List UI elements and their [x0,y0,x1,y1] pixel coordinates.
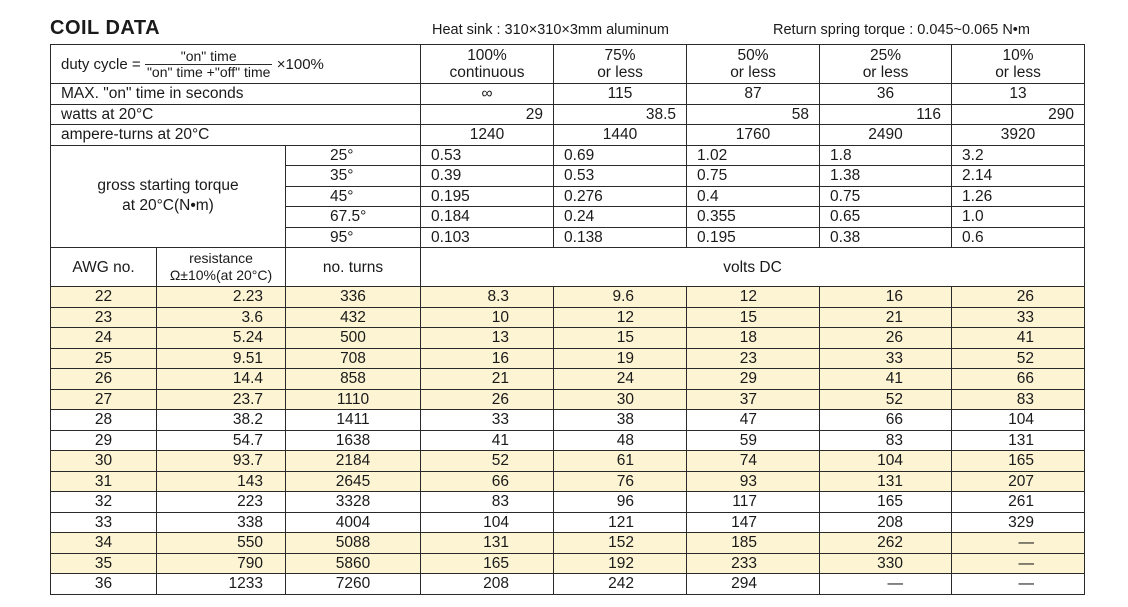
awg-row [51,410,1085,431]
volts-value: — [820,574,952,595]
column-header [421,45,554,84]
summary-value: ∞ [421,84,554,105]
volts-value: 47 [687,410,820,431]
volts-value: 21 [820,307,952,328]
summary-value: 87 [687,84,820,105]
torque-value: 0.24 [554,207,687,228]
volts-value: 8.3 [421,287,554,308]
page-title: COIL DATA [50,17,161,39]
volts-value: 104 [952,410,1085,431]
awg-row [51,533,1085,554]
volts-value: 12 [687,287,820,308]
resistance-value: 5.24 [157,328,286,349]
awg-row [51,328,1085,349]
awg-number: 23 [51,307,157,328]
resistance-value: 93.7 [157,451,286,472]
torque-angle: 95° [286,227,421,248]
volts-value: 52 [421,451,554,472]
awg-header-row [51,248,1085,287]
resistance-value: 338 [157,512,286,533]
volts-value: 19 [554,348,687,369]
torque-value: 1.8 [820,145,952,166]
volts-value: 15 [554,328,687,349]
awg-row [51,553,1085,574]
summary-value: 115 [554,84,687,105]
torque-value: 1.0 [952,207,1085,228]
volts-value: 104 [820,451,952,472]
torque-angle: 35° [286,166,421,187]
awg-row [51,451,1085,472]
heat-sink-note: Heat sink : 310×310×3mm aluminum [432,22,669,38]
torque-value: 1.26 [952,186,1085,207]
awg-number: 27 [51,389,157,410]
turns-value: 1411 [286,410,421,431]
volts-value: — [952,553,1085,574]
awg-number: 31 [51,471,157,492]
torque-value: 1.02 [687,145,820,166]
awg-row [51,287,1085,308]
volts-value: 131 [421,533,554,554]
volts-value: 330 [820,553,952,574]
awg-number: 35 [51,553,157,574]
summary-value: 36 [820,84,952,105]
volts-value: 242 [554,574,687,595]
torque-value: 0.65 [820,207,952,228]
torque-value: 0.184 [421,207,554,228]
volts-value: 38 [554,410,687,431]
resistance-value: 1233 [157,574,286,595]
column-header-line1: 10% [1002,47,1034,64]
volts-value: 131 [820,471,952,492]
resistance-value: 550 [157,533,286,554]
volts-value: 41 [820,369,952,390]
awg-row [51,574,1085,595]
awg-number: 25 [51,348,157,369]
awg-number: 26 [51,369,157,390]
volts-value: 15 [687,307,820,328]
volts-value: — [952,533,1085,554]
resistance-value: 790 [157,553,286,574]
volts-value: 233 [687,553,820,574]
awg-row [51,307,1085,328]
awg-number: 22 [51,287,157,308]
resistance-value: 9.51 [157,348,286,369]
torque-value: 0.38 [820,227,952,248]
torque-value: 0.103 [421,227,554,248]
summary-row-label: ampere-turns at 20°C [51,125,421,146]
awg-number: 32 [51,492,157,513]
column-header [820,45,952,84]
turns-value: 1638 [286,430,421,451]
column-header [554,45,687,84]
duty-cycle-numerator: "on" time [145,49,273,65]
duty-cycle-header-row [51,45,1085,84]
volts-value: 48 [554,430,687,451]
summary-row-label: MAX. "on" time in seconds [51,84,421,105]
turns-header: no. turns [286,248,421,287]
volts-value: 152 [554,533,687,554]
torque-label [51,145,286,248]
volts-value: 165 [952,451,1085,472]
volts-value: 16 [421,348,554,369]
volts-value: 16 [820,287,952,308]
turns-value: 858 [286,369,421,390]
torque-value: 0.39 [421,166,554,187]
volts-value: 261 [952,492,1085,513]
volts-value: 104 [421,512,554,533]
resistance-value: 54.7 [157,430,286,451]
awg-row [51,492,1085,513]
duty-cycle-suffix: ×100% [276,55,324,73]
volts-value: 61 [554,451,687,472]
torque-row [51,145,1085,166]
torque-value: 2.14 [952,166,1085,187]
resistance-value: 223 [157,492,286,513]
awg-row [51,430,1085,451]
volts-value: 41 [952,328,1085,349]
volts-value: 33 [952,307,1085,328]
volts-value: 21 [421,369,554,390]
duty-cycle-fraction [145,49,273,80]
volts-value: 208 [421,574,554,595]
torque-value: 0.53 [421,145,554,166]
volts-value: — [952,574,1085,595]
awg-number: 30 [51,451,157,472]
volts-value: 185 [687,533,820,554]
torque-value: 0.69 [554,145,687,166]
resistance-value: 3.6 [157,307,286,328]
resistance-value: 14.4 [157,369,286,390]
turns-value: 4004 [286,512,421,533]
awg-row [51,512,1085,533]
volts-value: 165 [820,492,952,513]
volts-dc-header: volts DC [421,248,1085,287]
volts-value: 59 [687,430,820,451]
torque-value: 0.138 [554,227,687,248]
torque-value: 3.2 [952,145,1085,166]
volts-value: 207 [952,471,1085,492]
turns-value: 2645 [286,471,421,492]
awg-header: AWG no. [51,248,157,287]
volts-value: 23 [687,348,820,369]
resistance-value: 23.7 [157,389,286,410]
coil-data-table [50,44,1085,595]
column-header-line2: or less [862,64,909,81]
column-header-line1: 100% [467,47,507,64]
resistance-value: 143 [157,471,286,492]
summary-value: 58 [687,104,820,125]
awg-number: 36 [51,574,157,595]
volts-value: 52 [952,348,1085,369]
awg-number: 24 [51,328,157,349]
volts-value: 29 [687,369,820,390]
torque-value: 0.195 [687,227,820,248]
volts-value: 33 [421,410,554,431]
column-header-line1: 25% [870,47,902,64]
torque-value: 0.75 [820,186,952,207]
volts-value: 30 [554,389,687,410]
torque-value: 1.38 [820,166,952,187]
summary-row [51,84,1085,105]
volts-value: 96 [554,492,687,513]
column-header [952,45,1085,84]
volts-value: 12 [554,307,687,328]
resistance-header [157,248,286,287]
awg-row [51,369,1085,390]
column-header-line2: or less [597,64,643,81]
volts-value: 13 [421,328,554,349]
volts-value: 83 [952,389,1085,410]
volts-value: 93 [687,471,820,492]
column-header-line2: continuous [449,64,525,81]
volts-value: 262 [820,533,952,554]
turns-value: 5088 [286,533,421,554]
volts-value: 66 [952,369,1085,390]
volts-value: 66 [820,410,952,431]
resistance-header-line2: Ω±10%(at 20°C) [169,267,273,283]
turns-value: 5860 [286,553,421,574]
awg-number: 34 [51,533,157,554]
awg-number: 28 [51,410,157,431]
summary-value: 29 [421,104,554,125]
summary-value: 1760 [687,125,820,146]
torque-value: 0.6 [952,227,1085,248]
summary-value: 290 [952,104,1085,125]
volts-value: 24 [554,369,687,390]
column-header-line2: or less [995,64,1041,81]
volts-value: 329 [952,512,1085,533]
torque-angle: 67.5° [286,207,421,228]
resistance-value: 2.23 [157,287,286,308]
torque-label-line1: gross starting torque [97,177,239,195]
column-header [687,45,820,84]
resistance-value: 38.2 [157,410,286,431]
turns-value: 432 [286,307,421,328]
volts-value: 26 [952,287,1085,308]
summary-row-label: watts at 20°C [51,104,421,125]
duty-cycle-denominator: "on" time +"off" time [146,63,271,80]
torque-value: 0.355 [687,207,820,228]
awg-row [51,471,1085,492]
volts-value: 294 [687,574,820,595]
column-header-line2: or less [730,64,776,81]
column-header-line1: 50% [737,47,769,64]
return-spring-note: Return spring torque : 0.045~0.065 N•m [773,22,1030,38]
volts-value: 74 [687,451,820,472]
torque-angle: 45° [286,186,421,207]
torque-label-line2: at 20°C(N•m) [122,197,214,215]
awg-row [51,348,1085,369]
volts-value: 9.6 [554,287,687,308]
volts-value: 83 [421,492,554,513]
summary-value: 116 [820,104,952,125]
turns-value: 336 [286,287,421,308]
volts-value: 208 [820,512,952,533]
volts-value: 37 [687,389,820,410]
volts-value: 165 [421,553,554,574]
volts-value: 18 [687,328,820,349]
volts-value: 192 [554,553,687,574]
turns-value: 1110 [286,389,421,410]
torque-value: 0.276 [554,186,687,207]
resistance-header-line1: resistance [189,250,253,266]
torque-value: 0.195 [421,186,554,207]
volts-value: 131 [952,430,1085,451]
column-header-line1: 75% [604,47,636,64]
turns-value: 7260 [286,574,421,595]
volts-value: 33 [820,348,952,369]
torque-value: 0.53 [554,166,687,187]
torque-angle: 25° [286,145,421,166]
volts-value: 66 [421,471,554,492]
turns-value: 2184 [286,451,421,472]
volts-value: 41 [421,430,554,451]
summary-value: 2490 [820,125,952,146]
volts-value: 83 [820,430,952,451]
awg-number: 29 [51,430,157,451]
volts-value: 10 [421,307,554,328]
volts-value: 147 [687,512,820,533]
awg-number: 33 [51,512,157,533]
duty-cycle-prefix: duty cycle = [61,55,141,73]
torque-value: 0.75 [687,166,820,187]
summary-row [51,125,1085,146]
turns-value: 3328 [286,492,421,513]
summary-value: 1240 [421,125,554,146]
summary-row [51,104,1085,125]
awg-row [51,389,1085,410]
volts-value: 121 [554,512,687,533]
torque-value: 0.4 [687,186,820,207]
summary-value: 38.5 [554,104,687,125]
summary-value: 3920 [952,125,1085,146]
volts-value: 26 [421,389,554,410]
volts-value: 76 [554,471,687,492]
volts-value: 52 [820,389,952,410]
turns-value: 500 [286,328,421,349]
duty-cycle-formula [51,45,421,84]
turns-value: 708 [286,348,421,369]
volts-value: 117 [687,492,820,513]
summary-value: 1440 [554,125,687,146]
summary-value: 13 [952,84,1085,105]
volts-value: 26 [820,328,952,349]
